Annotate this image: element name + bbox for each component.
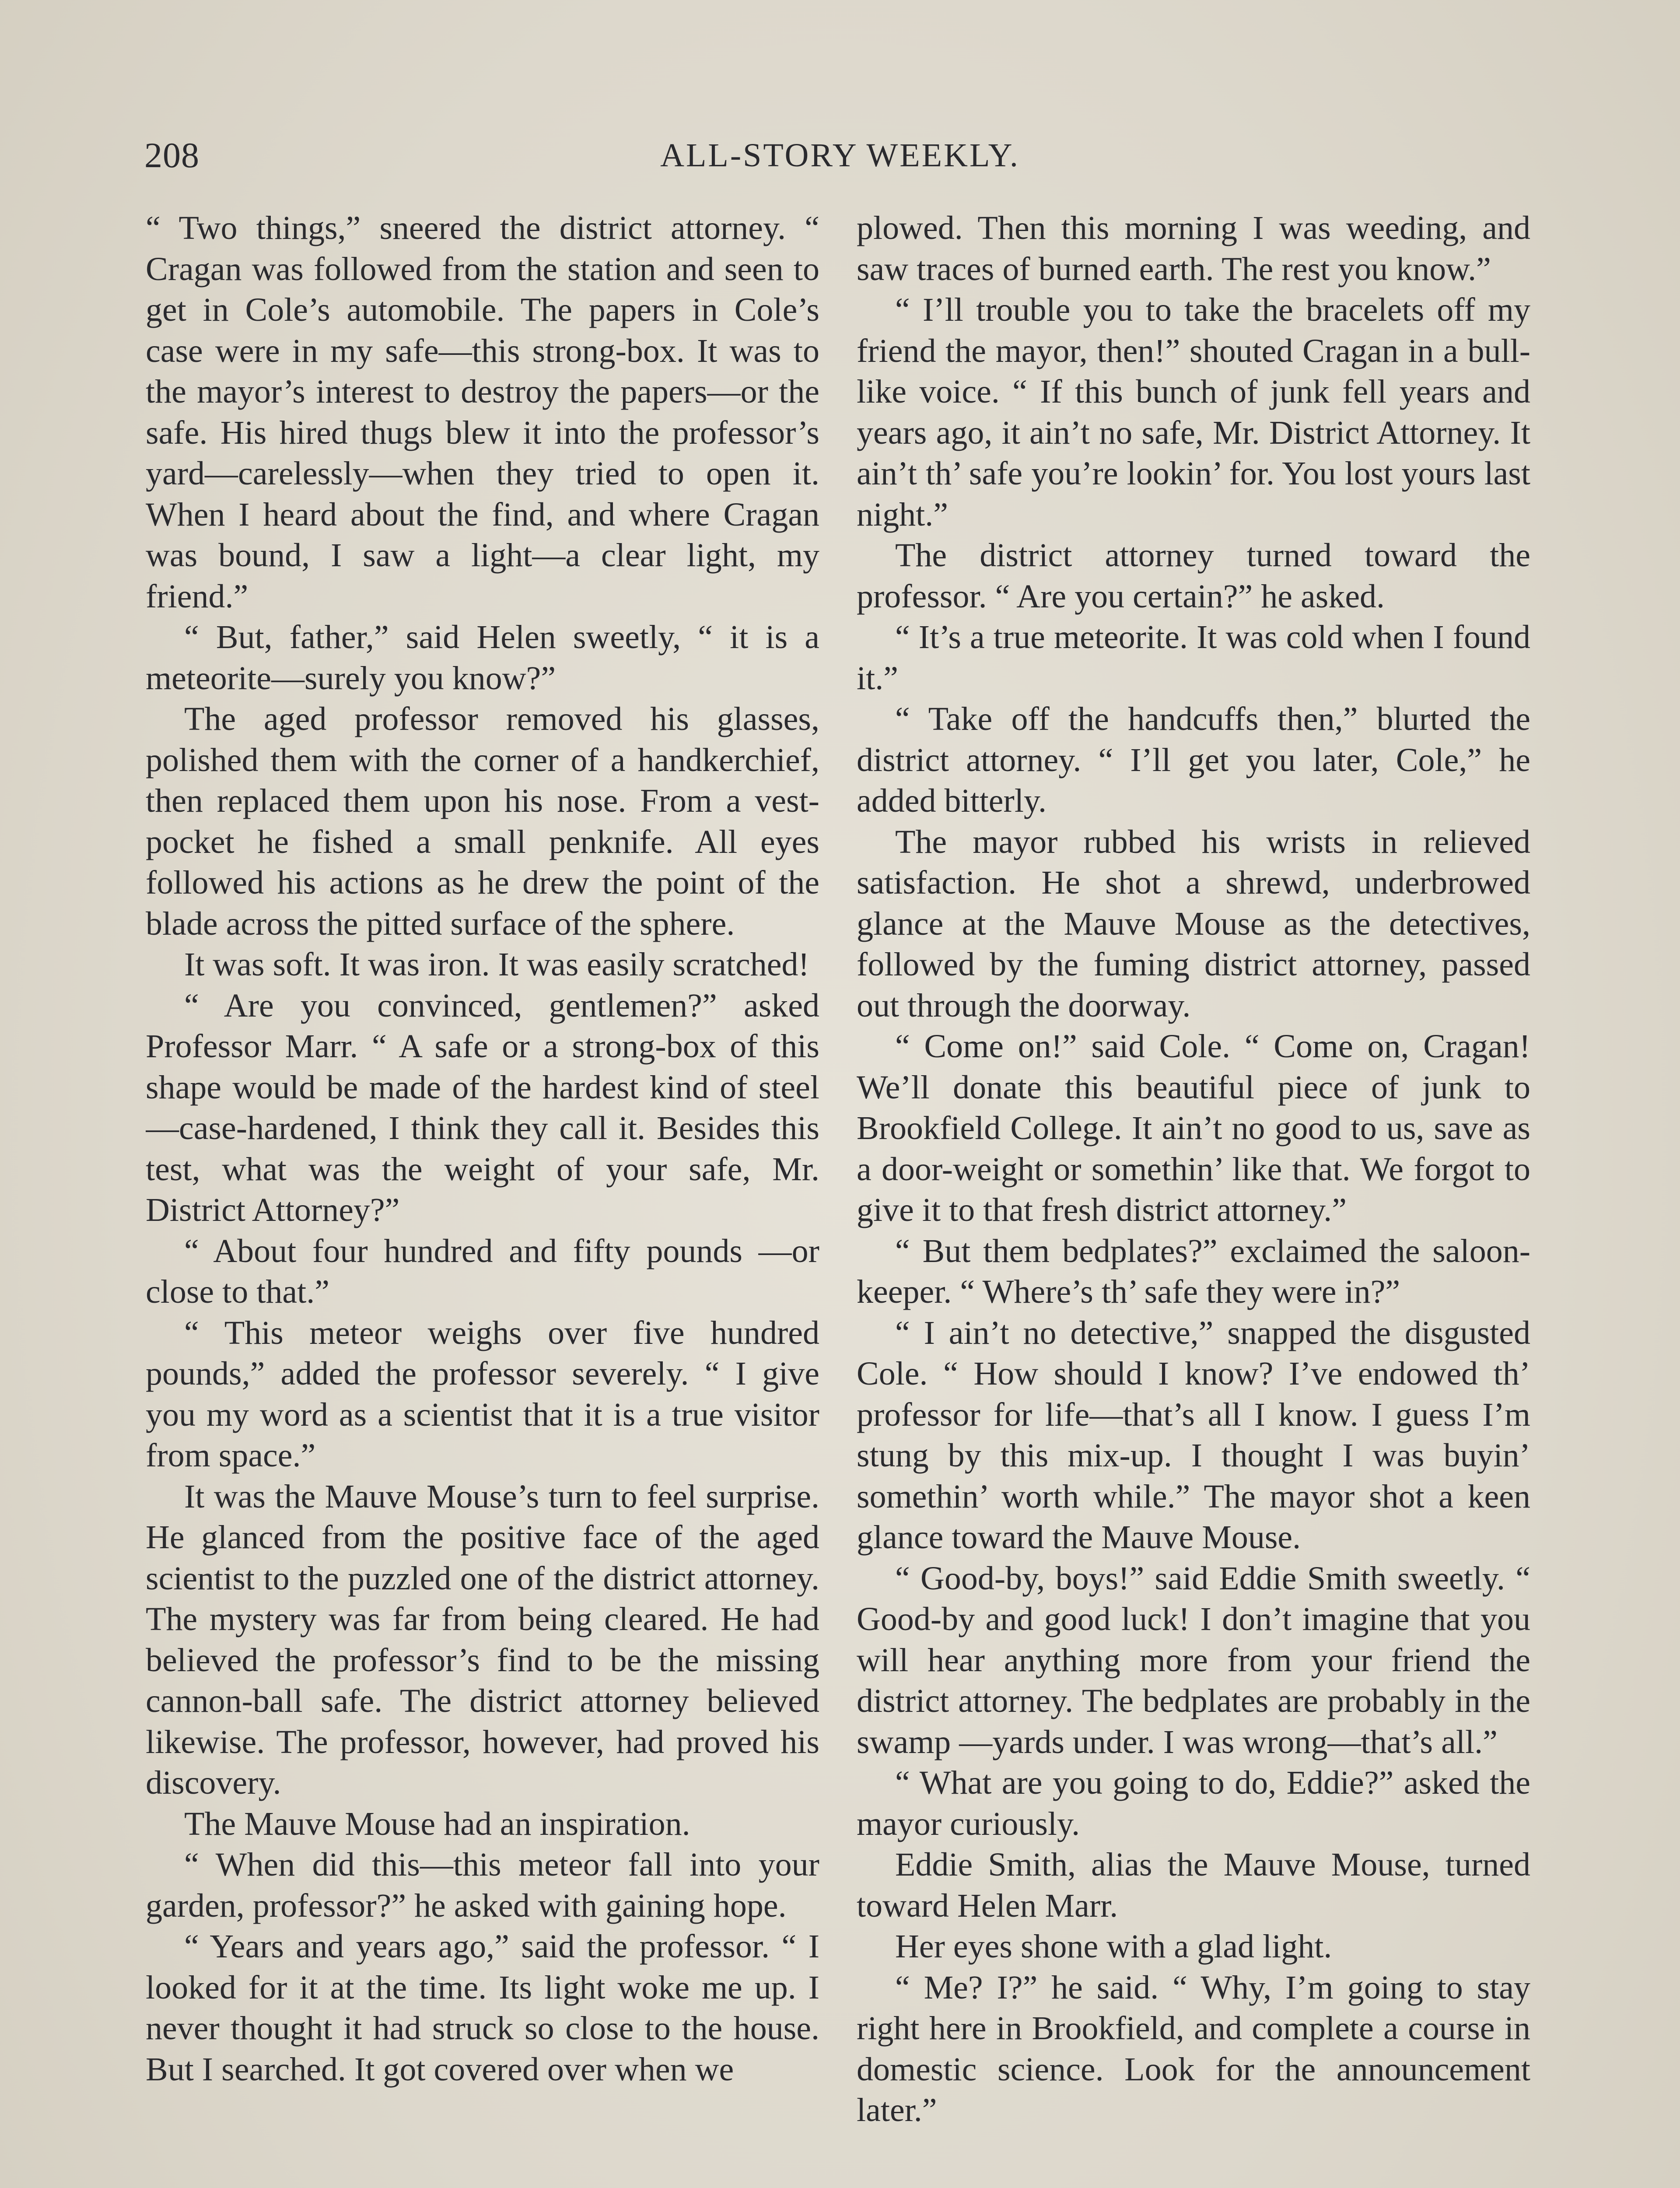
paragraph: “ When did this—this meteor fall into your garden, professor?” he asked with gaining hope.	[146, 1846, 819, 1924]
text-column-right	[857, 208, 1530, 2188]
paragraph: “ This meteor weighs over five hundred pounds,” added the professor severely. “ I give you my word as a scientist that it is a true visitor from space.”	[146, 1314, 819, 1474]
page-header	[144, 131, 1536, 179]
paragraph: It was the Mauve Mouse’s turn to feel surprise. He glanced from the positive face of the aged scientist to the puzzled one of the district attorney. The mystery was far from being cleared. He had believed the professor’s find to be the missing cannon-ball safe. The district attorney believed likewise. The professor, however, had proved his discovery.	[146, 1478, 819, 1801]
paragraph: “ Years and years ago,” said the professor. “ I looked for it at the time. Its light woke me up. I never thought it had struck so close to the house. But I searched. It got covered over when we	[146, 1928, 819, 2088]
paragraph: “ But, father,” said Helen sweetly, “ it is a meteorite—surely you know?”	[146, 619, 819, 697]
paragraph: Her eyes shone with a glad light.	[895, 1928, 1332, 1965]
paragraph: “ About four hundred and fifty pounds —or close to that.”	[146, 1232, 819, 1310]
paragraph: The district attorney turned toward the professor. “ Are you certain?” he asked.	[857, 537, 1530, 615]
text-column-left	[146, 208, 819, 2188]
paragraph: “ But them bedplates?” exclaimed the saloon-keeper. “ Where’s th’ safe they were in?”	[857, 1232, 1530, 1310]
paragraph: “ I’ll trouble you to take the bracelets off my friend the mayor, then!” shouted Cragan in a bull-like voice. “ If this bunch of junk fell years and years ago, it ain’t no safe, Mr. District Attorney. It ain’t th’ safe you’re lookin’ for. You lost yours last night.”	[857, 291, 1530, 533]
paragraph: “ Me? I?” he said. “ Why, I’m going to stay right here in Brookfield, and complete a course in domestic science. Look for the announcement later.”	[857, 1969, 1530, 2128]
paragraph: “ It’s a true meteorite. It was cold when I found it.”	[857, 619, 1530, 697]
paragraph: The aged professor removed his glasses, polished them with the corner of a handkerchief, then replaced them upon his nose. From a vest-pocket he fished a small penknife. All eyes followed his actions as he drew the point of the blade across the pitted surface of the sphere.	[146, 701, 819, 942]
paragraph: Eddie Smith, alias the Mauve Mouse, turned toward Helen Marr.	[857, 1846, 1530, 1924]
paragraph: plowed. Then this morning I was weeding, and saw traces of burned earth. The rest you know.”	[857, 210, 1530, 288]
paragraph: “ Two things,” sneered the district attorney. “ Cragan was followed from the station and seen to get in Cole’s automobile. The papers in Cole’s case were in my safe—this strong-box. It was to the mayor’s interest to destroy the papers—or the safe. His hired thugs blew it into the professor’s yard—carelessly—when they tried to open it. When I heard about the find, and where Cragan was bound, I saw a light—a clear light, my friend.”	[146, 210, 819, 615]
page-number: 208	[144, 135, 200, 175]
running-title: ALL-STORY WEEKLY.	[660, 137, 1020, 174]
paragraph: It was soft. It was iron. It was easily scratched!	[184, 946, 809, 983]
paragraph: “ I ain’t no detective,” snapped the disgusted Cole. “ How should I know? I’ve endowed th’ professor for life—that’s all I know. I guess I’m stung by this mix-up. I thought I was buyin’ somethin’ worth while.” The mayor shot a keen glance toward the Mauve Mouse.	[857, 1314, 1530, 1556]
paragraph: “ Good-by, boys!” said Eddie Smith sweetly. “ Good-by and good luck! I don’t imagine that you will hear anything more from your friend the district attorney. The bedplates are probably in the swamp —yards under. I was wrong—that’s all.”	[857, 1560, 1530, 1760]
paragraph: The Mauve Mouse had an inspiration.	[184, 1805, 690, 1842]
paragraph: “ What are you going to do, Eddie?” asked the mayor curiously.	[857, 1764, 1530, 1842]
paragraph: The mayor rubbed his wrists in relieved satisfaction. He shot a shrewd, underbrowed glance at the Mauve Mouse as the detectives, followed by the fuming district attorney, passed out through the doorway.	[857, 823, 1530, 1024]
paragraph: “ Take off the handcuffs then,” blurted the district attorney. “ I’ll get you later, Cole,” he added bitterly.	[857, 701, 1530, 819]
paragraph: “ Come on!” said Cole. “ Come on, Cragan! We’ll donate this beautiful piece of junk to Brookfield College. It ain’t no good to us, save as a door-weight or somethin’ like that. We forgot to give it to that fresh district attorney.”	[857, 1028, 1530, 1228]
paragraph: “ Are you convinced, gentlemen?” asked Professor Marr. “ A safe or a strong-box of this shape would be made of the hardest kind of steel—case-hardened, I think they call it. Besides this test, what was the weight of your safe, Mr. District Attorney?”	[146, 987, 819, 1228]
